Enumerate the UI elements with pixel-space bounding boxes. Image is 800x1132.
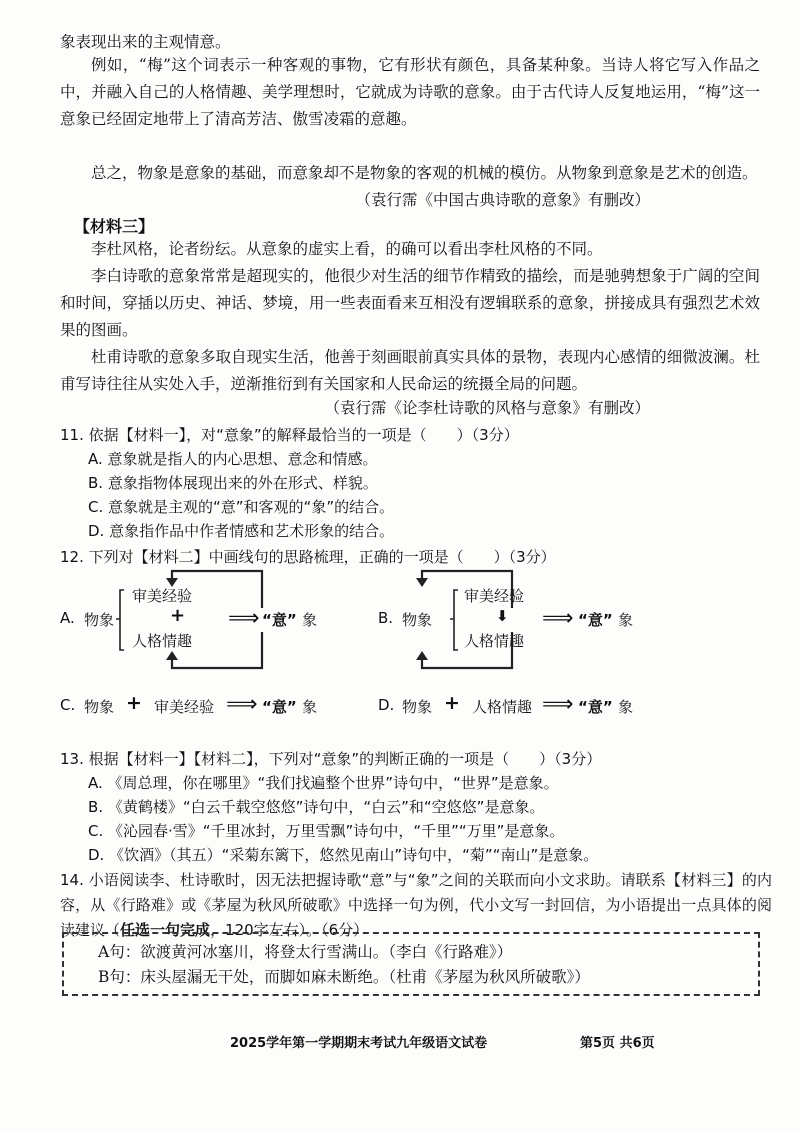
question-13-option-a: A. 《周总理，你在哪里》“我们找遍整个世界”诗句中，“世界”是意象。 xyxy=(88,774,559,792)
q12-a-result-quote: “意” xyxy=(262,611,297,629)
question-12-stem: 12. 下列对【材料二】中画线句的思路梳理，正确的一项是（ ）（3分） xyxy=(60,548,556,566)
question-13-option-d: D. 《饮酒》（其五）“采菊东篱下，悠然见南山”诗句中，“菊”“南山”是意象。 xyxy=(88,846,599,864)
q14-dashed-box xyxy=(62,932,760,996)
q12-c-result-char: 象 xyxy=(302,698,318,716)
q12-c-letter: C. xyxy=(60,696,76,714)
question-11-stem: 11. 依据【材料一】，对“意象”的解释最恰当的一项是（ ）（3分） xyxy=(60,426,519,444)
q12-d-double-arrow: ⟹ xyxy=(542,692,574,717)
material3-heading: 【材料三】 xyxy=(74,217,155,236)
q12-a-result-char: 象 xyxy=(302,611,318,629)
q12-c-double-arrow: ⟹ xyxy=(226,692,258,717)
q14-stem-after: ，120字左右）。（6分） xyxy=(210,921,369,939)
material2-paragraph-2: 总之，物象是意象的基础，而意象却不是物象的客观的机械的模仿。从物象到意象是艺术的创造。 xyxy=(91,164,758,182)
q12-a-letter: A. xyxy=(60,609,75,627)
q12-b-arrow-head-top xyxy=(416,578,428,587)
question-11-option-a: A. 意象就是指人的内心思想、意念和情感。 xyxy=(88,450,378,468)
q12-c-aesthetic: 审美经验 xyxy=(154,698,215,716)
q12-b-letter: B. xyxy=(378,609,394,627)
question-11-option-d: D. 意象指作品中作者情感和艺术形象的结合。 xyxy=(88,522,395,540)
q12-b-aesthetic: 审美经验 xyxy=(464,587,525,605)
q12-c-result-quote: “意” xyxy=(262,698,297,716)
q12-c-object: 物象 xyxy=(84,698,115,716)
q12-a-aesthetic: 审美经验 xyxy=(132,587,193,605)
q12-d-plus: + xyxy=(444,692,460,714)
q12-b-object: 物象 xyxy=(402,611,433,629)
q12-d-personality: 人格情趣 xyxy=(472,698,533,716)
q14-line-b: B句：床头屋漏无干处，而脚如麻未断绝。（杜甫《茅屋为秋风所破歌》） xyxy=(98,968,590,986)
q12-c-plus: + xyxy=(126,692,142,714)
material2-source: （袁行霈《中国古典诗歌的意象》有删改） xyxy=(355,191,650,209)
q12-a-personality: 人格情趣 xyxy=(132,632,193,650)
question-13-option-c: C. 《沁园春·雪》“千里冰封，万里雪飘”诗句中，“千里”“万里”是意象。 xyxy=(88,822,565,840)
q12-b-personality: 人格情趣 xyxy=(464,632,525,650)
material3-source: （袁行霈《论李杜诗歌的风格与意象》有删改） xyxy=(324,399,650,417)
q12-a-object: 物象 xyxy=(84,611,115,629)
q12-d-object: 物象 xyxy=(402,698,433,716)
q12-a-double-arrow: ⟹ xyxy=(228,606,260,631)
material2-paragraph-1: 例如，“梅”这个词表示一种客观的事物，它有形状有颜色，具备某种象。当诗人将它写入作品之中，并融入自己的人格情趣、美学理想时，它就成为诗歌的意象。由于古代诗人反复地运用，“梅”这一意象已经固定地带上了清高芳洁、傲雪凌霜的意趣。 xyxy=(60,56,760,129)
q12-b-down-arrow: ⬇ xyxy=(496,607,509,625)
q12-b-arrow-head-bottom xyxy=(416,651,428,660)
footer-exam-title: 2025学年第一学期期末考试九年级语文试卷 xyxy=(230,1036,488,1051)
question-11-option-c: C. 意象就是主观的“意”和客观的“象”的结合。 xyxy=(88,498,395,516)
q12-b-double-arrow: ⟹ xyxy=(542,606,574,631)
q12-d-letter: D. xyxy=(378,696,395,714)
material2-continuation: 象表现出来的主观情意。 xyxy=(60,33,231,51)
question-13-option-b: B. 《黄鹤楼》“白云千载空悠悠”诗句中，“白云”和“空悠悠”是意象。 xyxy=(88,798,545,816)
material3-paragraph-3: 杜甫诗歌的意象多取自现实生活，他善于刻画眼前真实具体的景物，表现内心感情的细微波澜。杜甫写诗往往从实处入手，逆渐推衍到有关国家和人民命运的统摄全局的问题。 xyxy=(60,348,760,394)
q12-b-result-char: 象 xyxy=(618,611,634,629)
q12-b-result-quote: “意” xyxy=(578,611,613,629)
question-13-stem: 13. 根据【材料一】【材料二】，下列对“意象”的判断正确的一项是（ ）（3分） xyxy=(60,750,602,768)
q12-d-result-quote: “意” xyxy=(578,698,613,716)
q12-d-result-char: 象 xyxy=(618,698,634,716)
footer-page-number: 第5页 共6页 xyxy=(580,1036,655,1051)
q12-a-plus: + xyxy=(170,605,186,626)
q12-a-arrow-head-bottom xyxy=(166,651,178,660)
q14-stem-bold: 任选一句完成 xyxy=(120,921,211,939)
q14-stem-before: 14. 小语阅读李、杜诗歌时，因无法把握诗歌“意”与“象”之间的关联而向小文求助。请联系【材料三】的内容，从《行路难》或《茅屋为秋风所破歌》中选择一句为例，代小文写一封回信，为小语提出一点具体的阅读建议（ xyxy=(60,871,772,939)
question-11-option-b: B. 意象指物体展现出来的外在形式、样貌。 xyxy=(88,474,378,492)
material3-paragraph-2: 李白诗歌的意象常常是超现实的，他很少对生活的细节作精致的描绘，而是驰骋想象于广阔的空间和时间，穿插以历史、神话、梦境，用一些表面看来互相没有逻辑联系的意象，拼接成具有强烈艺术效果的图画。 xyxy=(60,267,760,340)
material3-paragraph-1: 李杜风格，论者纷纭。从意象的虚实上看，的确可以看出李杜风格的不同。 xyxy=(91,240,603,258)
q14-line-a: A句：欲渡黄河冰塞川，将登太行雪满山。（李白《行路难》） xyxy=(98,943,513,961)
